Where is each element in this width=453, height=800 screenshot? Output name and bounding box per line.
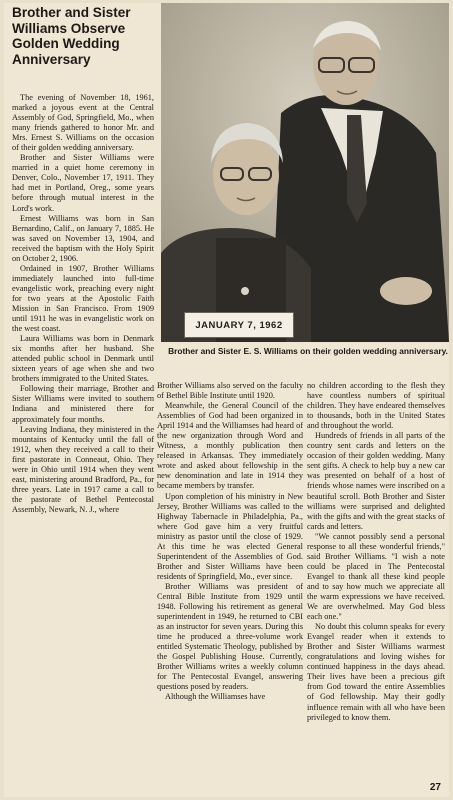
- paragraph: Ordained in 1907, Brother Williams immediately launched into full-time evangelistic work, preaching every night for two years at the Apostolic Faith Mission in San Francisco. From 1909 until 1911 he was in evangelistic work on the west coast.: [12, 263, 154, 334]
- paragraph: Laura Williams was born in Denmark six months after her husband. She attended public school in Denmark until sixteen years of age when she and two brothers immigrated to the United States.: [12, 334, 154, 384]
- paragraph: The evening of November 18, 1961, marked a joyous event at the Central Assembly of God, Springfield, Mo., when many friends gathered to honor Mr. and Mrs. Ernest S. Williams on the occasion of their golden wedding anniversary.: [12, 93, 154, 153]
- article-page: [4, 3, 449, 797]
- paragraph: Brother and Sister Williams were married in a quiet home ceremony in Denver, Colo., November 17, 1911. They had met in Portland, Oreg., some years before through mutual interest in the Lord's work.: [12, 153, 154, 213]
- photo-date-plate: JANUARY 7, 1962: [184, 312, 294, 338]
- article-headline: Brother and Sister Williams Observe Golden Wedding Anniversary: [12, 5, 131, 67]
- paragraph: "We cannot possibly send a personal response to all these wonderful friends," said Brother Williams. "I wish a note could be placed in The Pentecostal Evangel to thank all these kind people and to say how much we appreciate all the warm expressions we have received. We are overwhelmed. May God bless each one.": [307, 531, 445, 622]
- paragraph: No doubt this column speaks for every Evangel reader when it extends to Brother and Sister Williams warmest congratulations and loving wishes for continued happiness in the days ahead. Their lives have been a precious gift from God toward the entire Assemblies of God fellowship. May their godly influence remain with all who have been privileged to know them.: [307, 622, 445, 722]
- paragraph: Ernest Williams was born in San Bernardino, Calif., on January 7, 1885. He was saved on November 13, 1904, and received the baptism with the Holy Spirit on October 2, 1906.: [12, 213, 154, 263]
- paragraph: Following their marriage, Brother and Sister Williams were invited to southern Indiana and ministered there for approximately four months.: [12, 384, 154, 424]
- couple-photo-illustration: [161, 3, 449, 342]
- article-column-1: [12, 93, 154, 593]
- article-column-3: [307, 381, 445, 723]
- paragraph: Meanwhile, the General Council of the Assemblies of God had been organized in April 1914 and the Williamses had heard of the new organization through Word and Witness, a monthly publication then released in Arkansas. They immediately wrote and asked about fellowship in the new denomination and late in 1914 they became members by transfer.: [157, 401, 303, 491]
- paragraph: Although the Williamses have: [165, 692, 266, 702]
- couple-photo: [161, 3, 449, 342]
- paragraph: Hundreds of friends in all parts of the country sent cards and letters on the occasion of their golden wedding. Many sent gifts. A check to help buy a new car was presented on behalf of a host of friends whose names were inscribed on a beautiful scroll. Both Brother and Sister williams were surprised and delighted with the gifts and with the great stacks of cards and letters.: [307, 431, 445, 531]
- paragraph: Leaving Indiana, they ministered in the mountains of Kentucky until the fall of 1912, when they received a call to their first pastorate in Conneaut, Ohio. They were in Ohio until 1914 when they went east, ministering around Bradford, Pa., for three years. Late in 1917 came a call to the pastorate of Bethel Pentecostal Assembly, Newark, N. J., where: [12, 424, 154, 514]
- photo-caption: Brother and Sister E. S. Williams on their golden wedding anniversary.: [168, 346, 448, 356]
- article-column-2: [157, 381, 303, 703]
- page-number: 27: [429, 782, 441, 793]
- paragraph: Brother Williams was president of Central Bible Institute from 1929 until 1948. Following his retirement as general superintendent in 1949, he returned to CBI as an instructor for seven years. During this time he produced a three-volume work entitled Systematic Theology, published by the Gospel Publishing House. Currently, Brother Williams writes a weekly column for The Pentecostal Evangel, answering questions posed by readers.: [157, 581, 303, 692]
- paragraph: Brother Williams also served on the faculty of Bethel Bible Institute until 1920.: [157, 381, 303, 401]
- paragraph: no children according to the flesh they have countless numbers of spiritual children. They have endeared themselves to thousands, both in the United States and throughout the world.: [307, 381, 445, 431]
- paragraph: Upon completion of his ministry in New Jersey, Brother Williams was called to the Highway Tabernacle in Philadelphia, Pa., where God gave him a very fruitful ministry as pastor until the close of 1929. At this time he was elected General Superintendent of the Assemblies of God. Brother and Sister Williams have been residents of Springfield, Mo., ever since.: [157, 491, 303, 581]
